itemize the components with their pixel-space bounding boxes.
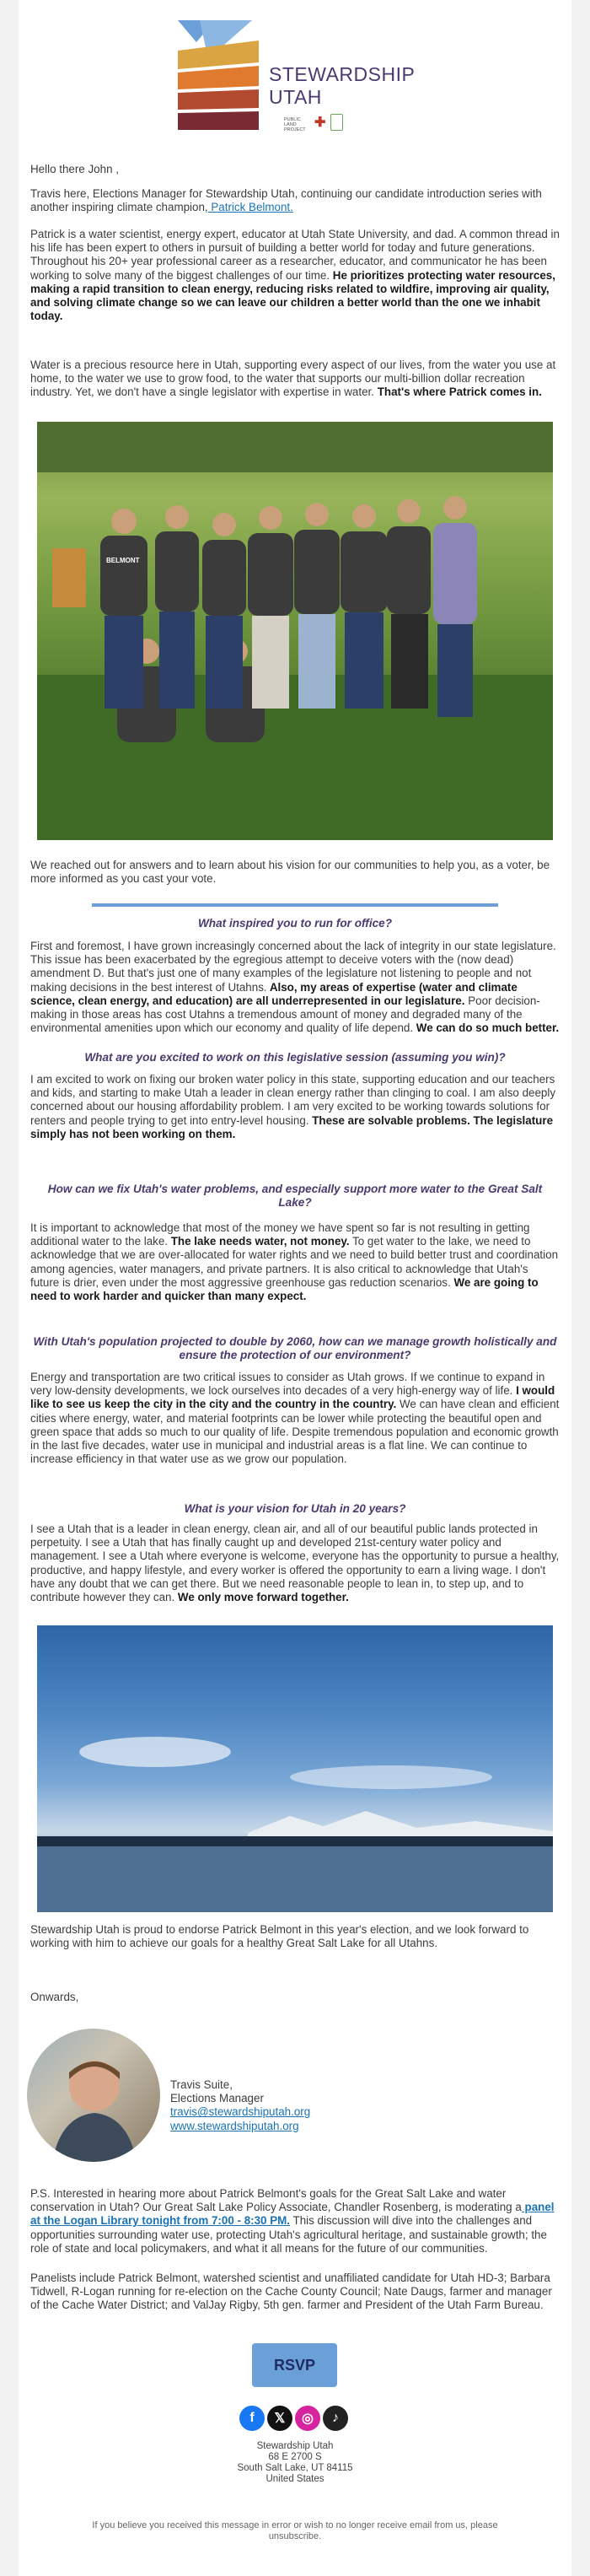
panelists-paragraph: Panelists include Patrick Belmont, watershed scientist and unaffiliated candidate for Utah HD-3; Barbara Tidwell, R-Logan running for re-election on the Cache County Council; Nate Daugs, farmer and manager of the Cache Water District; and ValJay Rigby, 5th gen. farmer and President of the Utah Farm Bureau. — [30, 2272, 552, 2312]
intro-paragraph-1: Travis here, Elections Manager for Stewardship Utah, continuing our candidate introduction series with another inspiring climate champion, Patrick Belmont. — [30, 187, 542, 214]
footer-org: Stewardship Utah — [256, 2441, 334, 2451]
brand-name-line1: STEWARDSHIP — [269, 63, 416, 85]
signature-name: Travis Suite, — [170, 2078, 233, 2091]
sign-off: Onwards, — [30, 1991, 79, 2003]
greeting: Hello there John , — [30, 163, 119, 175]
intro-paragraph-3: Water is a precious resource here in Utah, supporting every aspect of our lives, from the water you use at home, to the water we use to grow food, to the water that supports our multi-billion dollar recreation industry. Yet, we don't have a single legislator with expertise in water. That's where Patrick comes in. — [30, 358, 556, 399]
signature-email-link[interactable]: travis@stewardshiputah.org — [170, 2105, 311, 2119]
footer-city: South Salt Lake, UT 84115 — [237, 2463, 353, 2473]
question-1: What inspired you to run for office? — [197, 917, 393, 930]
signature-website-link[interactable]: www.stewardshiputah.org — [170, 2119, 299, 2132]
rsvp-button[interactable]: RSVP — [252, 2343, 337, 2387]
intro-paragraph-2: Patrick is a water scientist, energy expert, educator at Utah State University, and dad. A common thread in his life has been expert to others in pursuit of building a better world for today and future generations. Throughout his 20+ year professional career as a researcher, educator, and communicator he has been working to solve many of the biggest challenges of our time. He prioritizes protecting water resources, making a rapid transition to clean energy, reducing risks related to wildfire, improving air quality, and solving climate change so we can leave our children a better world than the one we inhabit today. — [30, 228, 560, 323]
signature-title: Elections Manager — [170, 2092, 264, 2105]
question-2: What are you excited to work on this legislative session (assuming you win)? — [84, 1051, 506, 1064]
divider-rule — [92, 903, 498, 907]
group-photo — [37, 422, 553, 840]
avatar — [27, 2029, 160, 2162]
brand-name-line2: UTAH — [269, 86, 322, 108]
intro-paragraph-4: We reached out for answers and to learn about his vision for our communities to help you, as a voter, be more informed as you cast your vote. — [30, 859, 550, 886]
answer-4: Energy and transportation are two critical issues to consider as Utah grows. If we continue to expand in very low-density developments, we lock ourselves into decades of a very high-energy way of life. I would like to see us keep the city in the city and the country in the country. We can have clean and efficient cities where energy, water, and material footprints can be lower while protecting the beautiful open and green space that adds so much to our quality of life. Despite tremendous population and economic growth in the last five decades, water use in municipal and industrial areas is a flat line. We can continue to increase efficiency in that water use as we grow our population. — [30, 1371, 560, 1466]
partner-badge — [284, 114, 377, 131]
answer-3: It is important to acknowledge that most of the money we have spent so far is not resulting in getting additional water to the lake. The lake needs water, not money. To get water to the lake, we need to acknowledge that we are over-allocated for water rights and we need to build better trust and coordination among agencies, water managers, and private partners. It is also critical to acknowledge that Utah's future is drier, even under the most aggressive greenhouse gas reduction scenarios. We are going to need to work harder and quicker than many expect. — [30, 1221, 559, 1303]
answer-2: I am excited to work on fixing our broken water policy in this state, supporting education and our teachers and kids, and starting to make Utah a leader in clean energy rather than clinging to coal. I am also deeply concerned about our housing affordability problem. I am very excited to be working towards solutions for renters and people trying to get into entry-level housing. These are solvable problems. The legislature simply has not been working on them. — [30, 1073, 556, 1140]
panel-event-link[interactable]: panel at the Logan Library tonight from 7:00 - 8:30 PM. — [30, 2201, 555, 2228]
lake-photo — [37, 1625, 553, 1912]
header-logo — [174, 17, 427, 135]
logo-mark — [174, 17, 266, 131]
answer-5: I see a Utah that is a leader in clean energy, clean air, and all of our beautiful public lands protected in perpetuity. I see a Utah that has finally caught up and developed 21st-century water policy and management. I see a Utah where everyone is welcome, everyone has the opportunity to pursue a healthy, productive, and happy lifestyle, and every worker is offered the opportunity to earn a living wage. I don't have any doubt that we can get there. But we need reasonable people to lean in, to step up, and to contribute however they can. We only move forward together. — [30, 1522, 560, 1604]
tiktok-icon[interactable]: ♪ — [323, 2406, 348, 2431]
question-4: With Utah's population projected to double by 2060, how can we manage growth holistically and ensure the protection of our environment? — [33, 1335, 557, 1361]
answer-1: First and foremost, I have grown increasingly concerned about the lack of integrity in our state legislature. This issue has been exacerbated by the egregious attempt to deceive voters with the (now dead) amendment D. But that's just one of many examples of the legislature not listening to people and not making decisions in the best interest of Utahns. Also, my areas of expertise (water and climate science, clean energy, and education) are all underrepresented in our legislature. Poor decision-making in those areas has cost Utahns a tremendous amount of money and degraded many of the environmental amenities upon which our economy and quality of life depend. We can do so much better. — [30, 940, 560, 1035]
plus-icon: ✚ — [314, 116, 326, 130]
candidate-link[interactable]: Patrick Belmont. — [207, 201, 293, 214]
email-card — [19, 0, 571, 2576]
footer-country: United States — [266, 2474, 324, 2484]
facebook-icon[interactable]: f — [239, 2406, 265, 2431]
x-icon[interactable]: 𝕏 — [267, 2406, 292, 2431]
question-3: How can we fix Utah's water problems, and especially support more water to the Great Salt Lake? — [47, 1183, 543, 1209]
instagram-icon[interactable]: ◎ — [295, 2406, 320, 2431]
unsubscribe-notice[interactable]: If you believe you received this message in error or wish to no longer receive email from us, please unsubscribe. — [92, 2520, 498, 2541]
ps-paragraph: P.S. Interested in hearing more about Patrick Belmont's goals for the Great Salt Lake and water conservation in Utah? Our Great Salt Lake Policy Associate, Chandler Rosenberg, is moderating a panel at the Logan Library tonight from 7:00 - 8:30 PM. This discussion will dive into the challenges and opportunities surrounding water use, protecting Utah's agricultural heritage, and sustainable growth; the role of state and local policymakers, and what it all means for the future of our communities. — [30, 2187, 555, 2255]
shirt-label: BELMONT — [106, 557, 140, 564]
endorsement-text: Stewardship Utah is proud to endorse Patrick Belmont in this year's election, and we look forward to working with him to achieve our goals for a healthy Great Salt Lake for all Utahns. — [30, 1923, 529, 1950]
footer-street: 68 E 2700 S — [268, 2452, 322, 2462]
partner-label: PUBLIC LAND PROJECT — [284, 117, 306, 132]
document-icon — [330, 114, 343, 131]
question-5: What is your vision for Utah in 20 years? — [184, 1502, 406, 1515]
